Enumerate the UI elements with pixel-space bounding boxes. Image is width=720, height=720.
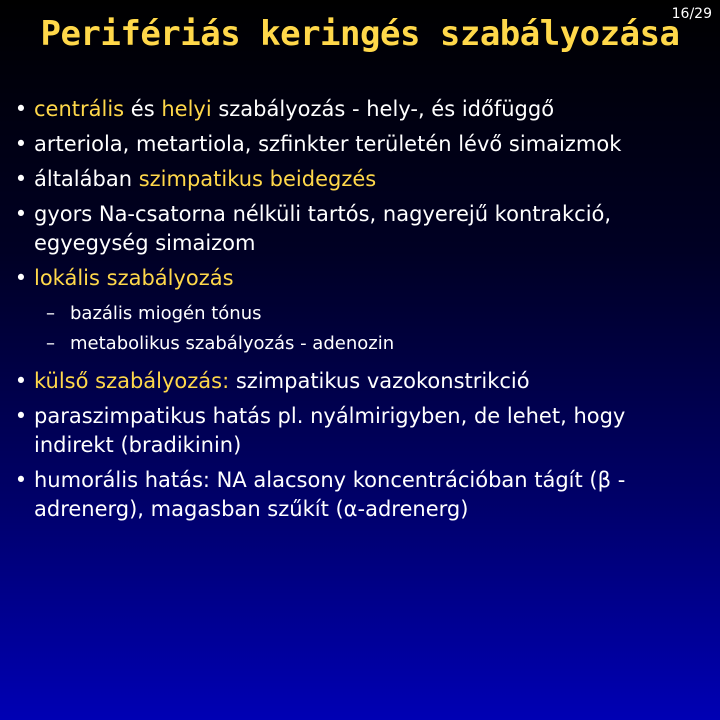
- bullet-item: [8, 200, 708, 258]
- bullet-text: [34, 165, 708, 194]
- bullet-icon: •: [14, 167, 28, 191]
- sub-item: [46, 299, 708, 329]
- bullet-highlight: külső szabályozás:: [34, 369, 230, 393]
- bullet-segment: szabályozás - hely-, és időfüggő: [211, 97, 555, 121]
- bullet-highlight: centrális: [34, 97, 125, 121]
- bullet-segment: szimpatikus vazokonstrikció: [229, 369, 530, 393]
- bullet-item: [8, 264, 708, 293]
- bullet-text: [34, 367, 708, 396]
- dash-icon: –: [46, 303, 55, 324]
- bullet-text: [34, 130, 708, 159]
- bullet-list: [8, 95, 708, 530]
- bullet-segment: és: [124, 97, 162, 121]
- bullet-item: [8, 165, 708, 194]
- sub-item-text: metabolikus szabályozás - adenozin: [70, 333, 395, 354]
- bullet-icon: •: [14, 266, 28, 290]
- bullet-highlight: lokális szabályozás: [34, 266, 234, 290]
- bullet-segment: általában: [34, 167, 139, 191]
- bullet-text: [34, 466, 708, 524]
- bullet-segment: arteriola, metartiola, szfinkter területén lévő simaizmok: [34, 132, 622, 156]
- sub-item-text: bazális miogén tónus: [70, 303, 262, 324]
- bullet-icon: •: [14, 97, 28, 121]
- bullet-highlight: szimpatikus beidegzés: [138, 167, 377, 191]
- bullet-highlight: helyi: [161, 97, 212, 121]
- slide-title: Perifériás keringés szabályozása: [40, 14, 680, 54]
- bullet-text: [34, 264, 708, 293]
- bullet-icon: •: [14, 132, 28, 156]
- bullet-item: [8, 466, 708, 524]
- bullet-text: [34, 200, 708, 258]
- bullet-icon: •: [14, 369, 28, 393]
- sub-list: [46, 299, 708, 359]
- bullet-icon: •: [14, 468, 28, 492]
- bullet-icon: •: [14, 202, 28, 226]
- bullet-item: [8, 402, 708, 460]
- bullet-segment: gyors Na-csatorna nélküli tartós, nagyerejű kontrakció, egyegység simaizom: [34, 202, 612, 255]
- bullet-text: [34, 95, 708, 124]
- sub-item: [46, 329, 708, 359]
- bullet-segment: paraszimpatikus hatás pl. nyálmirigyben, de lehet, hogy indirekt (bradikinin): [34, 404, 626, 457]
- bullet-icon: •: [14, 404, 28, 428]
- dash-icon: –: [46, 333, 55, 354]
- bullet-item: [8, 367, 708, 396]
- bullet-text: [34, 402, 708, 460]
- page-number: 16/29: [671, 6, 712, 22]
- bullet-item: [8, 130, 708, 159]
- bullet-item: [8, 95, 708, 124]
- bullet-segment: humorális hatás: NA alacsony koncentrációban tágít (β -adrenerg), magasban szűkít (α-adrenerg): [34, 468, 626, 521]
